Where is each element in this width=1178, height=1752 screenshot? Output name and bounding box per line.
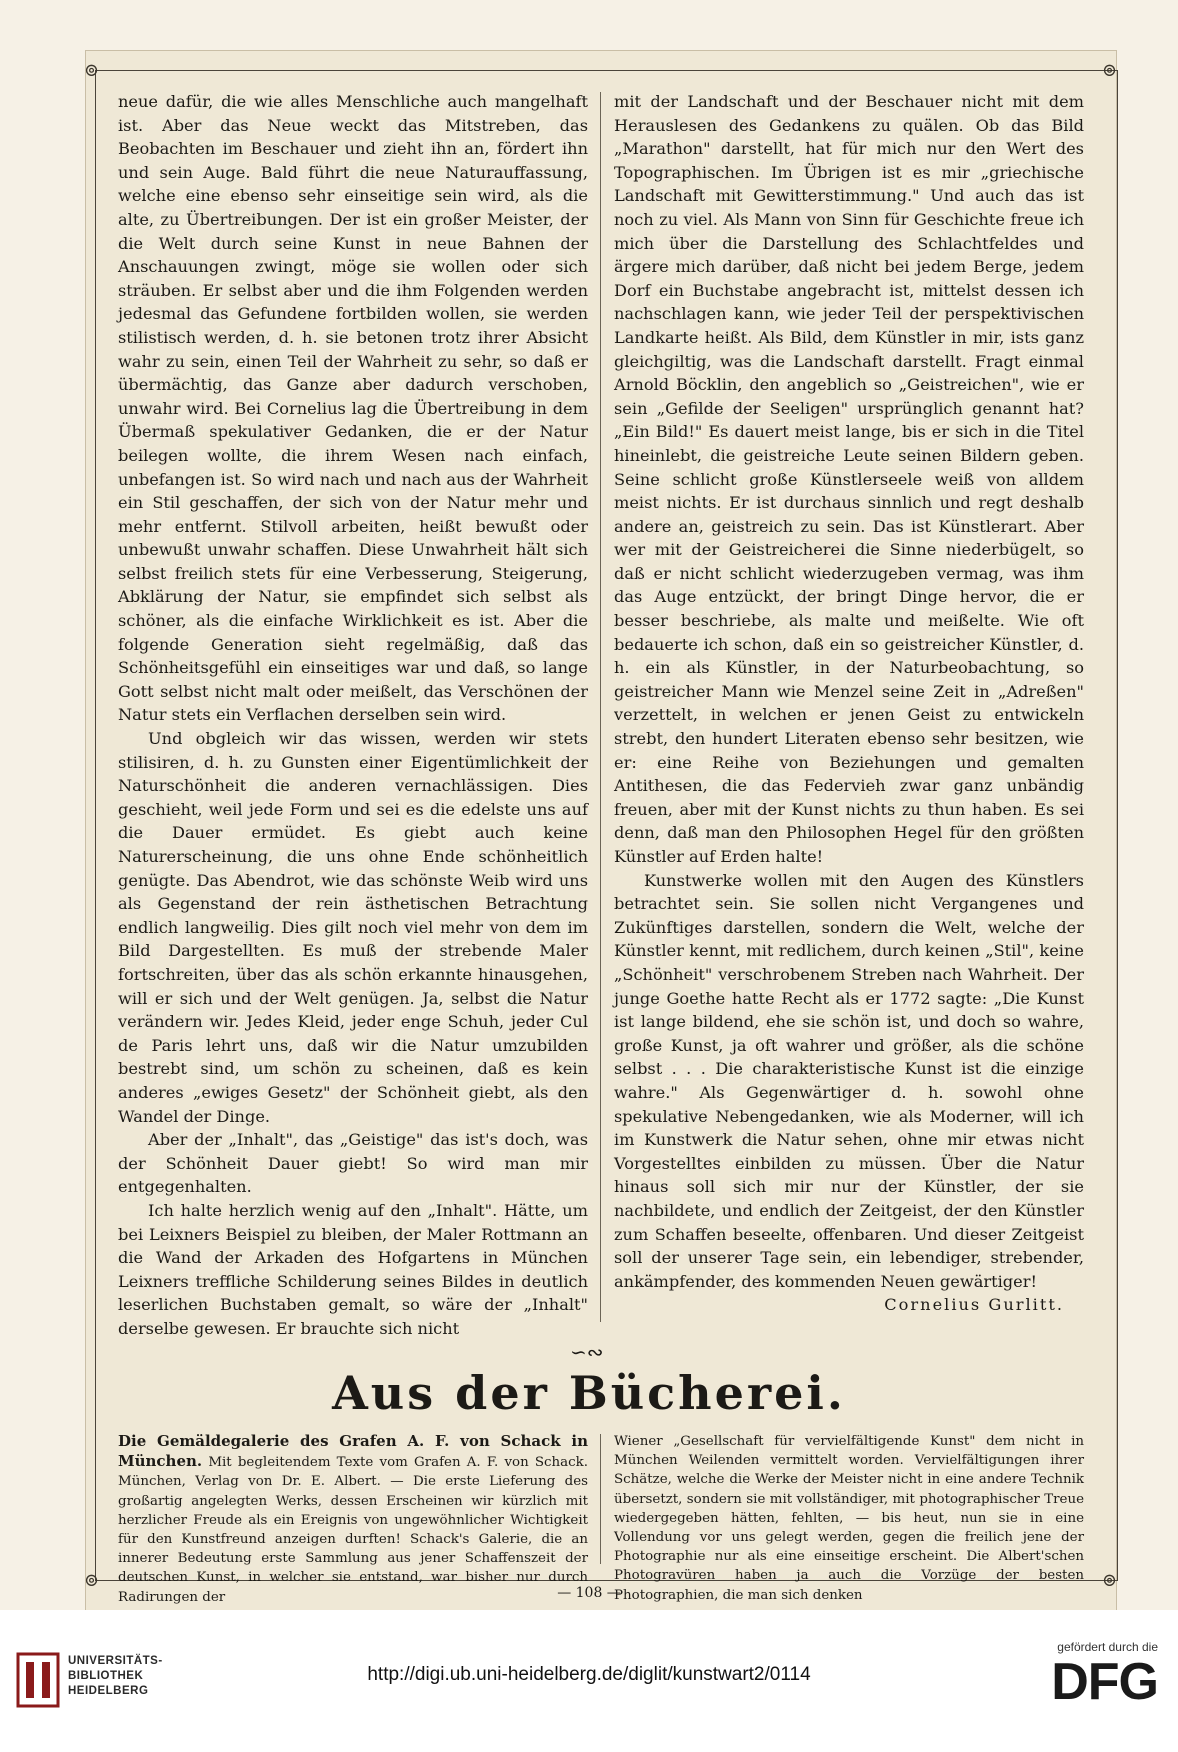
review-right-column [614, 1432, 1084, 1605]
column-divider [600, 92, 601, 1322]
corner-ornament-icon: ⊚ [84, 1570, 100, 1591]
corner-ornament-icon: ⊚ [1102, 1570, 1118, 1591]
article-right-column [614, 90, 1084, 1317]
section-title: Aus der Bücherei. [332, 1366, 846, 1420]
corner-ornament-icon: ⊚ [84, 60, 100, 81]
review-left-column [118, 1432, 588, 1607]
paragraph: Kunstwerke wollen mit den Augen des Künstlers betrachtet sein. Sie sollen nicht Vergangenes und Zukünftiges darstellen, sondern die Welt, welche der Künstler kennt, mit redlichem, durch keinen „Stil", keine „Schönheit" verschrobenem Streben nach Wahrheit. Der junge Goethe hatte Recht als er 1772 sagte: „Die Kunst ist lange bildend, ehe sie schön ist, und doch so wahre, große Kunst, ja oft wahrer und größer, als die schöne selbst . . . Die charakteristische Kunst ist die einzige wahre." Als Gegenwärtiger d. h. sowohl ohne spekulative Nebengedanken, wie als Moderner, will ich im Kunstwerk die Natur sehen, ohne mir etwas nicht Vorgestelltes einbilden zu müssen. Über die Natur hinaus soll sich mir nur der Künstler, der sie nachbildete, und endlich der Zeitgeist, der den Künstler zum Schaffen beseelte, offenbaren. Und dieser Zeitgeist soll der unserer Tage sein, ein lebendiger, strebender, ankämpfender, des kommenden Neuen gewärtiger! [614, 870, 1084, 1291]
paragraph: mit der Landschaft und der Beschauer nicht mit dem Herauslesen des Gedankens zu quälen. Ob das Bild „Marathon" darstellt, hat für mich nur den Wert des Topographischen. Im Übrigen ist es mir „griechische Landschaft mit Gewitterstimmung." Und auch das ist noch zu viel. Als Mann von Sinn für Geschichte freue ich mich über die Darstellung des Schlachtfeldes und ärgere mich darüber, daß nicht bei jedem Berge, jedem Dorf ein Buchstabe angebracht ist, mittelst dessen ich nachschlagen kann, wie jeder Teil der perspektivischen Landkarte heißt. Als Bild, dem Künstler in mir, ists ganz gleichgiltig, was die Landschaft darstellt. Fragt einmal Arnold Böcklin, den angeblich so „Geistreichen", wie er sein „Gefilde der Seeligen" ursprünglich genannt hat? „Ein Bild!" Es dauert meist lange, bis er sich in die Titel hineinlebt, die geistreiche Leute seinen Bildern geben. Seine schlicht große Künstlerseele weiß von alldem meist nichts. Er ist durchaus sinnlich und regt deshalb andere an, geistreich zu sein. Das ist Künstlerart. Aber wer mit der Geistreicherei die Sinne niederbügelt, so daß er nicht schlicht wiederzugeben vermag, was ihm das Auge entzückt, der bringt Dinge hervor, die er besser beschriebe, als malte und meißelte. Wie oft bedauerte ich schon, daß ein so geistreicher Künstler, d. h. ein als Künstler, in der Naturbeobachtung, so geistreicher Mann wie Menzel seine Zeit in „Adreßen" verzettelt, in welchen er jenen Geist zu entwickeln strebt, den hundert Literaten ebenso sehr besitzen, wie er: eine Reihe von Beziehungen und gemalten Antithesen, die das Federvieh zwar ganz unbändig freuen, aber mit der Kunst nichts zu thun haben. Es sei denn, daß man den Philosophen Hegel für den größten Künstler auf Erden halte! [614, 92, 1084, 866]
review-text: Mit begleitendem Texte vom Grafen A. F. von Schack. München, Verlag von Dr. E. Albert. — Die erste Lieferung des großartig angelegten Werks, dessen Erscheinen wir kürzlich mit herzlicher Freude als ein Ereignis von ungewöhnlicher Wichtigkeit für den Kunstfreund anzeigen durften! Schack's Galerie, die an innerer Bedeutung erste Sammlung aus jener Schaffenszeit der deutschen Kunst, in welcher sie entstand, war bisher nur durch Radirungen der [118, 1455, 589, 1605]
paragraph: Aber der „Inhalt", das „Geistige" das ist's doch, was der Schönheit Dauer giebt! So wird man mir entgegenhalten. [118, 1130, 588, 1197]
frame-left-rule [95, 70, 96, 1580]
frame-top-rule [95, 70, 1118, 71]
paragraph: Und obgleich wir das wissen, werden wir stets stilisiren, d. h. zu Gunsten einer Eigentümlichkeit der Naturschönheit die anderen vernachlässigen. Dies geschieht, weil jede Form und sei es die edelste uns auf die Dauer ermüdet. Es giebt auch keine Naturerscheinung, die uns ohne Ende schönheitlich genügte. Das Abendrot, wie das schönste Weib wird uns als Gegenstand der rein ästhetischen Betrachtung endlich langweilig. Dies gilt noch viel mehr von dem im Bild Dargestellten. Es muß der strebende Maler fortschreiten, über das als schön erkannte hinausgehen, will er sich und der Welt genügen. Ja, selbst die Natur verändern wir. Jedes Kleid, jeder enge Schuh, jeder Cul de Paris lehrt uns, daß wir die Natur umzubilden bestrebt sind, um schön zu scheinen, daß es kein anderes „ewiges Gesetz" der Schönheit giebt, als den Wandel der Dinge. [118, 729, 588, 1126]
dfg-logo: DFG [1051, 1653, 1158, 1711]
digitization-footer [0, 1610, 1178, 1752]
funder-logo[interactable] [1018, 1640, 1158, 1710]
paragraph: Ich halte herzlich wenig auf den „Inhalt". Hätte, um bei Leixners Beispiel zu bleiben, der Maler Rottmann an die Wand der Arkaden des Hofgartens in München Leixners treffliche Schilderung seines Bildes in deutlich leserlichen Buchstaben gemalt, so wäre der „Inhalt" derselbe gewesen. Er brauchte sich nicht [118, 1200, 588, 1338]
frame-right-rule [1117, 70, 1118, 1580]
paragraph: neue dafür, die wie alles Menschliche auch mangelhaft ist. Aber das Neue weckt das Mitstreben, das Beobachten im Beschauer und zieht ihn an, fördert ihn und sein Auge. Bald führt die neue Naturauffassung, welche eine ebenso sehr einseitige sein wird, als die alte, zu Übertreibungen. Der ist ein großer Meister, der die Welt durch seine Kunst in neue Bahnen der Anschauungen zwingt, möge sie wollen oder sich sträuben. Er selbst aber und die ihm Folgenden werden jedesmal das Gefundene fortbilden wollen, sie werden stilistisch werden, d. h. sie betonen trotz ihrer Absicht wahr zu sein, einen Teil der Wahrheit zu sehr, so daß er übermächtig, das Ganze aber dadurch verschoben, unwahr wird. Bei Cornelius lag die Übertreibung in dem Übermaß spekulativer Gedanken, die er der Natur beilegen wollte, die ihrem Wesen nach einfach, unbefangen ist. So wird nach und nach aus der Wahrheit ein Stil geschaffen, der sich von der Natur mehr und mehr entfernt. Stilvoll arbeiten, heißt bewußt oder unbewußt unwahr schaffen. Diese Unwahrheit hält sich selbst freilich stets für eine Verbesserung, Steigerung, Abklärung der Natur, sie empfindet sich selbst als schöner, als die einfache Wirklichkeit es ist. Aber die folgende Generation sieht regelmäßig, daß das Schönheitsgefühl ein einseitiges war und daß, so lange Gott selbst nicht malt oder meißelt, das Verschönen der Natur stets ein Verflachen derselben sein wird. [118, 92, 588, 725]
section-ornament-icon: ∽∾ [570, 1340, 604, 1364]
column-divider [600, 1434, 601, 1564]
source-url-link[interactable]: http://digi.ub.uni-heidelberg.de/diglit/kunstwart2/0114 [367, 1664, 811, 1685]
library-name: UNIVERSITÄTS- BIBLIOTHEK HEIDELBERG [68, 1655, 163, 1697]
corner-ornament-icon: ⊚ [1102, 60, 1118, 81]
review-text: Wiener „Gesellschaft für vervielfältigende Kunst" dem nicht in München Weilenden vermittelt worden. Vervielfältigungen ihrer Schätze, welche die Werke der Meister nicht in eine andere Technik übersetzt, sondern sie mit vollständiger, mit photographischer Treue wiedergegeben hätten, fehlten, — bis heut, nun sie in eine Vollendung vor uns gelegt werden, gegen die freilich jene der Photographie nur als eine einseitige erscheint. Die Albert'schen Photogravüren haben ja auch die Vorzüge der besten Photographien, die man sich denken [614, 1434, 1084, 1603]
funder-caption: gefördert durch die [1057, 1640, 1158, 1654]
article-left-column [118, 90, 588, 1340]
page-number: — 108 — [557, 1585, 621, 1601]
author-signature: Cornelius Gurlitt. [884, 1295, 1064, 1315]
review-lead-title: Die Gemäldegalerie des Grafen A. F. von Schack in München. [118, 1432, 588, 1471]
